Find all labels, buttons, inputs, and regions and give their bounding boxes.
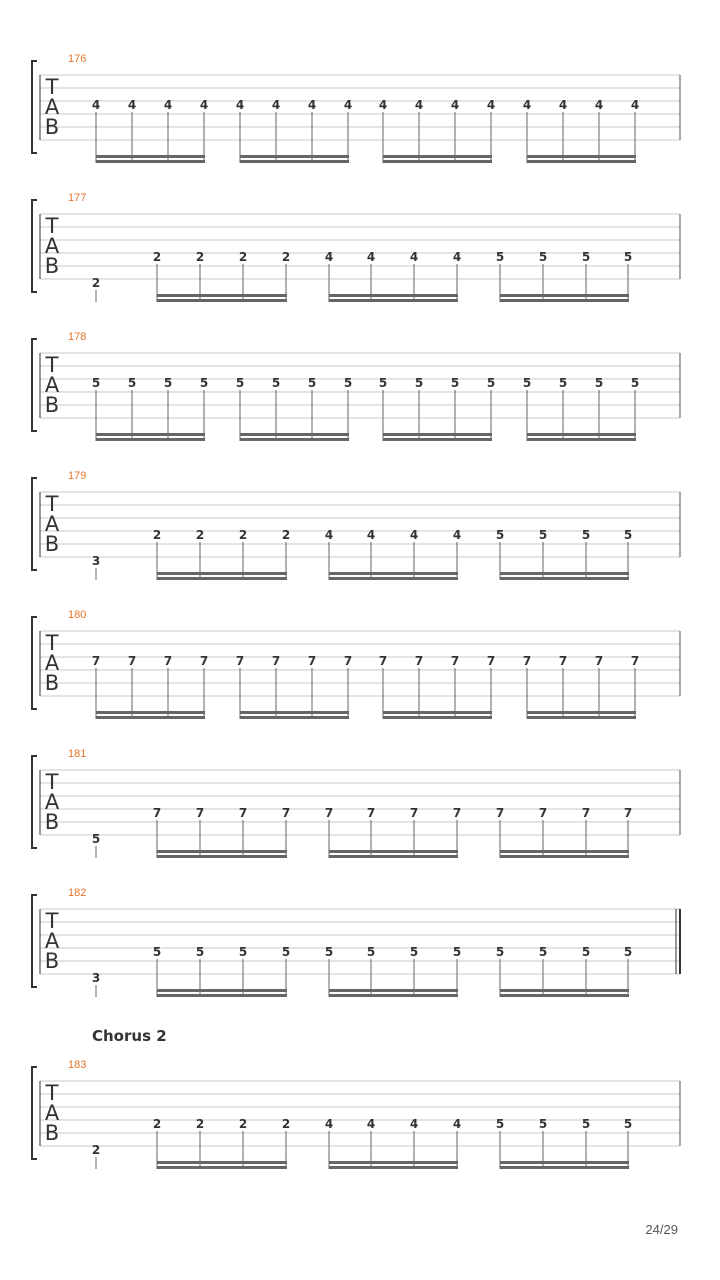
fret-number: 4: [409, 528, 419, 542]
fret-number: 7: [409, 806, 419, 820]
fret-number: 7: [195, 806, 205, 820]
fret-number: 3: [91, 554, 101, 568]
fret-number: 7: [486, 654, 496, 668]
measure-number: 179: [68, 470, 87, 482]
fret-number: 5: [366, 945, 376, 959]
fret-number: 7: [558, 654, 568, 668]
beam: [500, 850, 629, 853]
beam: [527, 711, 636, 714]
tab-letter: T: [45, 631, 59, 655]
fret-number: 7: [495, 806, 505, 820]
fret-number: 2: [152, 528, 162, 542]
fret-number: 4: [522, 98, 532, 112]
fret-number: 7: [343, 654, 353, 668]
fret-number: 4: [450, 98, 460, 112]
fret-number: 4: [414, 98, 424, 112]
fret-number: 4: [594, 98, 604, 112]
tab-letter: A: [44, 373, 60, 397]
beam: [500, 1161, 629, 1164]
measure-number: 180: [68, 609, 87, 621]
fret-number: 5: [538, 945, 548, 959]
fret-number: 7: [630, 654, 640, 668]
fret-number: 5: [409, 945, 419, 959]
fret-number: 4: [307, 98, 317, 112]
beam: [329, 294, 458, 297]
fret-number: 4: [271, 98, 281, 112]
beam: [383, 160, 492, 163]
fret-number: 5: [495, 528, 505, 542]
fret-number: 2: [238, 1117, 248, 1131]
beam: [383, 433, 492, 436]
beam: [157, 994, 287, 997]
beam: [527, 438, 636, 441]
fret-number: 7: [324, 806, 334, 820]
fret-number: 7: [307, 654, 317, 668]
beam: [240, 160, 349, 163]
beam: [329, 1161, 458, 1164]
beam: [240, 438, 349, 441]
tab-system: [32, 748, 680, 858]
measure-number: 183: [68, 1059, 87, 1071]
tab-system: [32, 53, 680, 163]
beam: [157, 294, 287, 297]
beam: [500, 989, 629, 992]
fret-number: 4: [199, 98, 209, 112]
tab-letter: B: [44, 1121, 60, 1145]
fret-number: 5: [581, 1117, 591, 1131]
beam: [500, 572, 629, 575]
tab-letter: A: [44, 95, 60, 119]
fret-number: 5: [623, 528, 633, 542]
tab-letter: B: [44, 393, 60, 417]
fret-number: 5: [558, 376, 568, 390]
fret-number: 5: [195, 945, 205, 959]
tab-letter: A: [44, 929, 60, 953]
beam: [157, 572, 287, 575]
fret-number: 5: [538, 528, 548, 542]
beam: [500, 855, 629, 858]
beam: [96, 433, 205, 436]
fret-number: 5: [486, 376, 496, 390]
fret-number: 5: [594, 376, 604, 390]
system-bracket: [32, 1067, 37, 1159]
fret-number: 4: [452, 250, 462, 264]
beam: [157, 855, 287, 858]
fret-number: 5: [414, 376, 424, 390]
fret-number: 2: [281, 528, 291, 542]
fret-number: 4: [409, 1117, 419, 1131]
fret-number: 5: [91, 376, 101, 390]
tab-system: [32, 470, 680, 580]
fret-number: 5: [495, 250, 505, 264]
fret-number: 5: [199, 376, 209, 390]
beam: [500, 1166, 629, 1169]
tab-system: [32, 609, 680, 719]
fret-number: 5: [324, 945, 334, 959]
fret-number: 4: [486, 98, 496, 112]
system-bracket: [32, 617, 37, 709]
fret-number: 3: [91, 971, 101, 985]
beam: [329, 855, 458, 858]
measure-number: 176: [68, 53, 87, 65]
beam: [96, 438, 205, 441]
fret-number: 5: [163, 376, 173, 390]
beam: [240, 716, 349, 719]
fret-number: 7: [366, 806, 376, 820]
tab-system: [32, 331, 680, 441]
fret-number: 4: [366, 1117, 376, 1131]
fret-number: 5: [538, 250, 548, 264]
tab-letter: B: [44, 115, 60, 139]
fret-number: 7: [271, 654, 281, 668]
beam: [527, 155, 636, 158]
fret-number: 2: [91, 276, 101, 290]
fret-number: 4: [558, 98, 568, 112]
fret-number: 7: [414, 654, 424, 668]
fret-number: 7: [91, 654, 101, 668]
tab-system: [32, 192, 680, 302]
beam: [329, 994, 458, 997]
system-bracket: [32, 895, 37, 987]
beam: [527, 716, 636, 719]
fret-number: 4: [91, 98, 101, 112]
beam: [500, 299, 629, 302]
beam: [96, 711, 205, 714]
beam: [329, 989, 458, 992]
fret-number: 2: [238, 528, 248, 542]
fret-number: 7: [378, 654, 388, 668]
tab-letter: A: [44, 512, 60, 536]
tab-letter: B: [44, 949, 60, 973]
beam: [96, 155, 205, 158]
measure-number: 182: [68, 887, 87, 899]
fret-number: 5: [522, 376, 532, 390]
fret-number: 4: [163, 98, 173, 112]
fret-number: 5: [538, 1117, 548, 1131]
fret-number: 7: [235, 654, 245, 668]
fret-number: 2: [195, 528, 205, 542]
beam: [383, 716, 492, 719]
system-bracket: [32, 339, 37, 431]
fret-number: 4: [630, 98, 640, 112]
beam: [329, 577, 458, 580]
fret-number: 7: [199, 654, 209, 668]
measure-number: 177: [68, 192, 87, 204]
fret-number: 4: [343, 98, 353, 112]
fret-number: 2: [152, 1117, 162, 1131]
fret-number: 2: [91, 1143, 101, 1157]
tab-letter: A: [44, 234, 60, 258]
fret-number: 5: [378, 376, 388, 390]
fret-number: 7: [163, 654, 173, 668]
fret-number: 7: [452, 806, 462, 820]
fret-number: 4: [324, 1117, 334, 1131]
beam: [157, 1166, 287, 1169]
system-bracket: [32, 756, 37, 848]
beam: [329, 572, 458, 575]
fret-number: 4: [324, 528, 334, 542]
fret-number: 7: [522, 654, 532, 668]
fret-number: 2: [281, 1117, 291, 1131]
tab-letter: B: [44, 532, 60, 556]
tab-system: [32, 887, 680, 997]
fret-number: 7: [152, 806, 162, 820]
fret-number: 4: [366, 528, 376, 542]
section-label: Chorus 2: [92, 1027, 167, 1045]
beam: [157, 1161, 287, 1164]
tab-letter: A: [44, 790, 60, 814]
beam: [500, 577, 629, 580]
fret-number: 4: [409, 250, 419, 264]
tab-letter: T: [45, 75, 59, 99]
fret-number: 5: [623, 945, 633, 959]
beam: [157, 577, 287, 580]
beam: [329, 299, 458, 302]
page-number-label: 24/29: [645, 1222, 678, 1237]
fret-number: 5: [495, 1117, 505, 1131]
fret-number: 7: [538, 806, 548, 820]
fret-number: 7: [281, 806, 291, 820]
tab-letter: B: [44, 254, 60, 278]
beam: [329, 850, 458, 853]
fret-number: 5: [238, 945, 248, 959]
fret-number: 5: [281, 945, 291, 959]
beam: [157, 299, 287, 302]
tab-letter: A: [44, 1101, 60, 1125]
fret-number: 2: [195, 250, 205, 264]
tab-letter: T: [45, 1081, 59, 1105]
fret-number: 5: [343, 376, 353, 390]
beam: [383, 155, 492, 158]
fret-number: 5: [452, 945, 462, 959]
beam: [240, 711, 349, 714]
beam: [329, 1166, 458, 1169]
beam: [157, 989, 287, 992]
fret-number: 4: [452, 1117, 462, 1131]
beam: [527, 433, 636, 436]
tab-letter: T: [45, 909, 59, 933]
beam: [500, 294, 629, 297]
tab-letter: T: [45, 214, 59, 238]
fret-number: 7: [581, 806, 591, 820]
beam: [383, 711, 492, 714]
tab-system: [32, 1027, 680, 1169]
fret-number: 5: [495, 945, 505, 959]
fret-number: 4: [378, 98, 388, 112]
tab-letter: T: [45, 353, 59, 377]
fret-number: 5: [623, 250, 633, 264]
beam: [500, 994, 629, 997]
beam: [96, 716, 205, 719]
beam: [527, 160, 636, 163]
fret-number: 5: [235, 376, 245, 390]
fret-number: 7: [450, 654, 460, 668]
fret-number: 4: [235, 98, 245, 112]
fret-number: 7: [623, 806, 633, 820]
tab-letter: T: [45, 770, 59, 794]
fret-number: 4: [366, 250, 376, 264]
beam: [240, 433, 349, 436]
tab-letter: T: [45, 492, 59, 516]
fret-number: 7: [238, 806, 248, 820]
beam: [157, 850, 287, 853]
fret-number: 5: [271, 376, 281, 390]
fret-number: 5: [127, 376, 137, 390]
fret-number: 7: [127, 654, 137, 668]
fret-number: 2: [152, 250, 162, 264]
fret-number: 2: [281, 250, 291, 264]
fret-number: 5: [91, 832, 101, 846]
fret-number: 5: [581, 250, 591, 264]
tab-letter: A: [44, 651, 60, 675]
fret-number: 5: [630, 376, 640, 390]
fret-number: 7: [594, 654, 604, 668]
beam: [96, 160, 205, 163]
beam: [240, 155, 349, 158]
tab-letter: B: [44, 671, 60, 695]
fret-number: 5: [623, 1117, 633, 1131]
fret-number: 5: [581, 945, 591, 959]
fret-number: 2: [195, 1117, 205, 1131]
fret-number: 5: [152, 945, 162, 959]
beam: [383, 438, 492, 441]
fret-number: 2: [238, 250, 248, 264]
system-bracket: [32, 478, 37, 570]
fret-number: 5: [581, 528, 591, 542]
fret-number: 5: [307, 376, 317, 390]
system-bracket: [32, 61, 37, 153]
tab-letter: B: [44, 810, 60, 834]
fret-number: 4: [452, 528, 462, 542]
fret-number: 4: [127, 98, 137, 112]
measure-number: 181: [68, 748, 87, 760]
system-bracket: [32, 200, 37, 292]
measure-number: 178: [68, 331, 87, 343]
fret-number: 5: [450, 376, 460, 390]
fret-number: 4: [324, 250, 334, 264]
